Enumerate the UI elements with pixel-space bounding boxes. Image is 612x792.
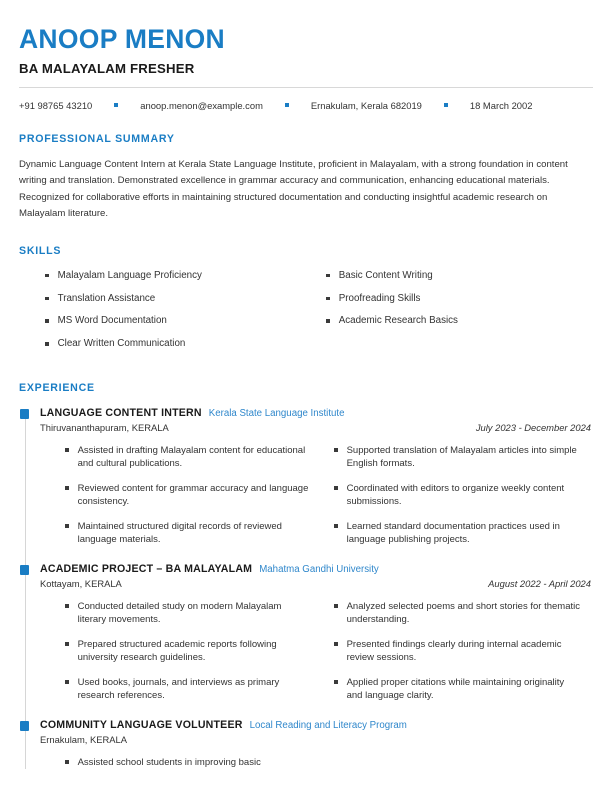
section-experience	[19, 382, 593, 769]
experience-bullet-columns	[40, 600, 593, 703]
skill-label: Basic Content Writing	[338, 269, 433, 281]
square-bullet-icon	[45, 342, 49, 346]
section-professional-summary	[19, 133, 593, 223]
experience-location: Ernakulam, KERALA	[40, 733, 128, 745]
experience-bullets-left	[40, 600, 311, 703]
experience-meta	[40, 578, 593, 589]
square-bullet-icon	[65, 486, 69, 490]
list-item	[326, 269, 593, 282]
square-bullet-icon	[45, 319, 49, 323]
square-bullet-icon	[326, 297, 330, 301]
section-skills	[19, 245, 593, 360]
bullet-text: Supported translation of Malayalam articles into simple English formats.	[346, 444, 577, 470]
separator-dot-icon	[114, 103, 118, 107]
bullet-text: Maintained structured digital records of reviewed language materials.	[77, 520, 282, 546]
experience-entry	[19, 563, 593, 703]
list-item	[45, 337, 306, 350]
list-item	[65, 444, 311, 471]
list-item	[65, 638, 311, 665]
experience-organization: Local Reading and Literacy Program	[249, 719, 407, 731]
square-bullet-icon	[334, 642, 338, 646]
square-bullet-icon	[334, 486, 338, 490]
skills-column-right	[306, 269, 593, 360]
experience-bullets-left	[40, 444, 311, 547]
skill-label: Clear Written Communication	[57, 337, 186, 349]
square-bullet-icon	[65, 642, 69, 646]
list-item	[65, 482, 311, 509]
bullet-text: Assisted in drafting Malayalam content for educational and cultural publications.	[77, 444, 306, 470]
experience-meta	[40, 422, 593, 433]
list-item	[334, 520, 582, 547]
list-item	[334, 482, 582, 509]
skill-label: Translation Assistance	[57, 292, 156, 304]
experience-headline	[40, 407, 593, 419]
bullet-text: Learned standard documentation practices used in language publishing projects.	[346, 520, 560, 546]
bullet-text: Used books, journals, and interviews as primary research references.	[77, 676, 280, 702]
list-item	[334, 600, 582, 627]
experience-role: ACADEMIC PROJECT – BA MALAYALAM	[40, 562, 253, 575]
section-heading-experience: EXPERIENCE	[19, 381, 95, 394]
bullet-text: Reviewed content for grammar accuracy and language consistency.	[77, 482, 309, 508]
experience-role: COMMUNITY LANGUAGE VOLUNTEER	[40, 718, 243, 731]
bullet-text: Applied proper citations while maintaining originality and language clarity.	[346, 676, 565, 702]
experience-dates: July 2023 - December 2024	[475, 421, 591, 433]
experience-bullets-right	[311, 444, 582, 547]
square-bullet-icon	[334, 680, 338, 684]
list-item	[334, 676, 582, 703]
bullet-text: Conducted detailed study on modern Malayalam literary movements.	[77, 600, 282, 626]
square-bullet-icon	[65, 448, 69, 452]
section-heading-skills: SKILLS	[19, 244, 62, 257]
contact-date-of-birth: 18 March 2002	[469, 99, 533, 111]
experience-bullet-columns	[40, 756, 593, 769]
skill-label: MS Word Documentation	[57, 315, 167, 327]
bullet-text: Coordinated with editors to organize weekly content submissions.	[346, 482, 565, 508]
bullet-text: Analyzed selected poems and short stories for thematic understanding.	[346, 600, 580, 626]
square-bullet-icon	[334, 524, 338, 528]
skill-label: Academic Research Basics	[338, 315, 458, 327]
experience-bullets-right	[311, 600, 582, 703]
list-item	[65, 600, 311, 627]
header-divider	[19, 87, 593, 88]
skills-columns	[19, 269, 593, 360]
list-item	[65, 520, 311, 547]
experience-bullets-right	[311, 756, 582, 769]
list-item	[65, 676, 311, 703]
experience-timeline	[19, 407, 593, 769]
experience-meta	[40, 734, 593, 745]
square-bullet-icon	[45, 274, 49, 278]
separator-dot-icon	[285, 103, 289, 107]
experience-organization: Mahatma Gandhi University	[259, 563, 379, 575]
timeline-marker-icon	[20, 721, 29, 731]
skill-label: Malayalam Language Proficiency	[57, 269, 202, 281]
section-heading-summary: PROFESSIONAL SUMMARY	[19, 132, 175, 145]
resume-header	[19, 26, 593, 111]
experience-entry	[19, 719, 593, 769]
bullet-text: Prepared structured academic reports following university research guidelines.	[77, 638, 277, 664]
square-bullet-icon	[65, 760, 69, 764]
page-title: ANOOP MENON	[19, 24, 225, 54]
square-bullet-icon	[326, 319, 330, 323]
experience-headline	[40, 719, 593, 731]
timeline-marker-icon	[20, 409, 29, 419]
separator-dot-icon	[444, 103, 448, 107]
square-bullet-icon	[45, 297, 49, 301]
list-item	[45, 314, 306, 327]
square-bullet-icon	[334, 448, 338, 452]
experience-organization: Kerala State Language Institute	[208, 407, 345, 419]
experience-bullets-left	[40, 756, 311, 769]
list-item	[45, 292, 306, 305]
experience-dates: August 2022 - April 2024	[488, 577, 591, 589]
skill-label: Proofreading Skills	[338, 292, 421, 304]
experience-entry	[19, 407, 593, 547]
experience-headline	[40, 563, 593, 575]
contact-phone: +91 98765 43210	[19, 99, 93, 111]
list-item	[334, 638, 582, 665]
list-item	[326, 292, 593, 305]
experience-role: LANGUAGE CONTENT INTERN	[40, 406, 202, 419]
square-bullet-icon	[334, 604, 338, 608]
list-item	[334, 444, 582, 471]
contact-email[interactable]: anoop.menon@example.com	[140, 99, 263, 111]
square-bullet-icon	[65, 604, 69, 608]
contact-location: Ernakulam, Kerala 682019	[310, 99, 422, 111]
experience-bullet-columns	[40, 444, 593, 547]
timeline-marker-icon	[20, 565, 29, 575]
list-item	[45, 269, 306, 282]
square-bullet-icon	[326, 274, 330, 278]
bullet-text: Presented findings clearly during internal academic review sessions.	[346, 638, 562, 664]
skills-column-left	[19, 269, 306, 360]
job-title: BA MALAYALAM FRESHER	[19, 60, 195, 76]
square-bullet-icon	[65, 680, 69, 684]
bullet-text: Assisted school students in improving basic	[77, 756, 261, 768]
list-item	[326, 314, 593, 327]
experience-location: Thiruvananthapuram, KERALA	[40, 421, 169, 433]
summary-paragraph: Dynamic Language Content Intern at Kerala State Language Institute, proficient in Malayalam, with a strong foundation in content writing and translation. Demonstrated excellence in grammar accuracy and communication, enhancing educational materials. Recognized for collaborative efforts in maintaining structured documentation and conducting insightful academic research on Malayalam literature.	[19, 158, 568, 220]
list-item	[65, 756, 311, 769]
experience-location: Kottayam, KERALA	[40, 577, 122, 589]
contact-row	[19, 100, 593, 111]
square-bullet-icon	[65, 524, 69, 528]
